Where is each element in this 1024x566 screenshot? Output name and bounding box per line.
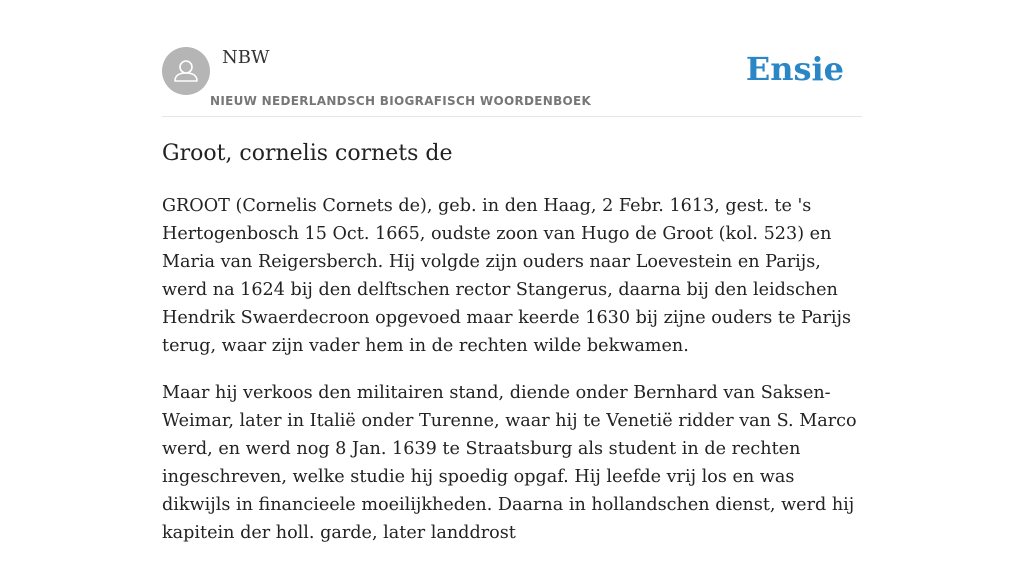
- brand-logo[interactable]: Ensie: [745, 50, 844, 88]
- source-full-name: NIEUW NEDERLANDSCH BIOGRAFISCH WOORDENBOEK: [210, 94, 592, 108]
- source-name[interactable]: NBW: [222, 47, 270, 68]
- article-paragraph: GROOT (Cornelis Cornets de), geb. in den Haag, 2 Febr. 1613, gest. te 's Hertogenbosch 15 Oct. 1665, oudste zoon van Hugo de Groot (kol. 523) en Maria van Reigersberch. Hij volgde zijn ouders naar Loevestein en Parijs, werd na 1624 bij den delftschen rector Stangerus, daarna bij den leidschen Hendrik Swaerdecroon opgevoed maar keerde 1630 bij zijne ouders te Parijs terug, waar zijn vader hem in de rechten wilde bekwamen.: [162, 196, 852, 356]
- article-title: Groot, cornelis cornets de: [162, 141, 453, 166]
- article-body: [162, 192, 862, 566]
- source-avatar[interactable]: [162, 47, 210, 95]
- article-paragraph: Maar hij verkoos den militairen stand, diende onder Bernhard van Saksen-Weimar, later in Italië onder Turenne, waar hij te Venetië ridder van S. Marco werd, en werd nog 8 Jan. 1639 te Straatsburg als student in de rechten ingeschreven, welke studie hij spoedig opgaf. Hij leefde vrij los en was dikwijls in financieele moeilijkheden. Daarna in hollandschen dienst, werd hij kapitein der holl. garde, later landdrost: [162, 383, 857, 543]
- source-header: [162, 46, 862, 117]
- user-icon: [162, 47, 210, 95]
